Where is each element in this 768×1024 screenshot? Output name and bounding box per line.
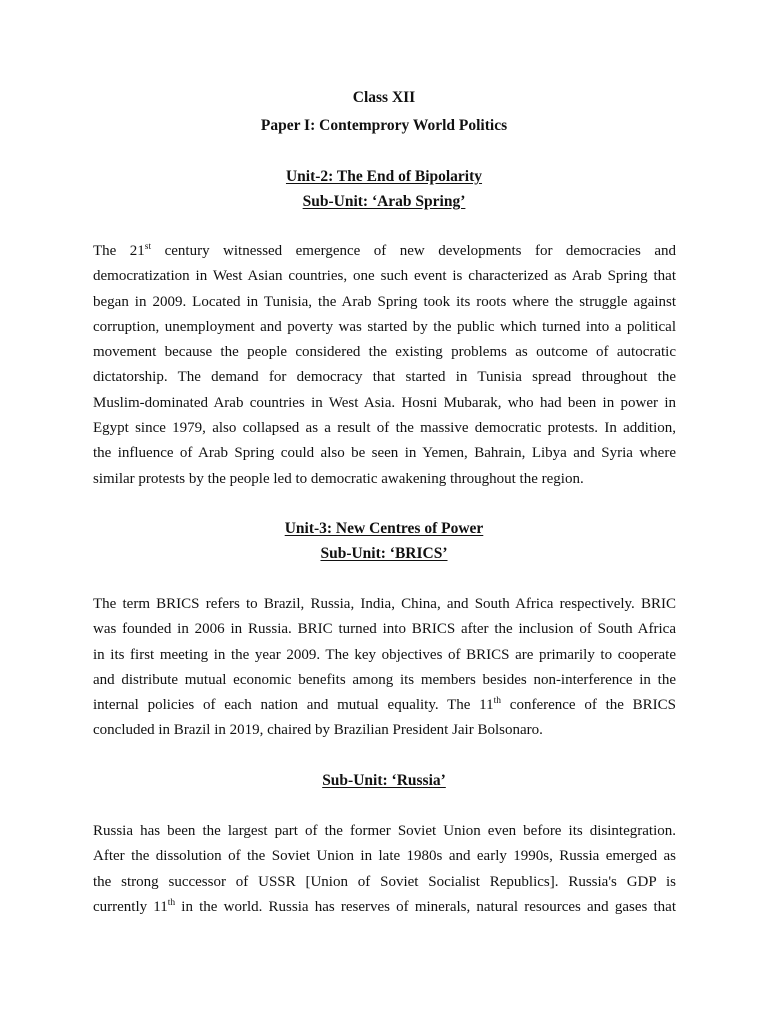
unit-2-heading: Unit-2: The End of Bipolarity — [285, 168, 483, 185]
paragraph-line — [93, 819, 676, 844]
ordinal-superscript: th — [493, 696, 502, 707]
subunit-brics-heading: Sub-Unit: ‘BRICS’ — [320, 545, 448, 562]
line-text: The 21 — [93, 243, 145, 259]
subunit-russia-heading: Sub-Unit: ‘Russia’ — [322, 772, 446, 789]
paragraph-line — [93, 239, 676, 264]
line-text: Russia has been the largest part of the former Soviet Union even before its disintegration. — [93, 823, 676, 839]
paragraph-line — [93, 391, 676, 416]
paragraph-line — [93, 617, 676, 642]
ordinal-superscript: st — [144, 242, 152, 252]
line-text: in its first meeting in the year 2009. The key objectives of BRICS are primarily to cooperate — [93, 646, 676, 663]
line-text: and distribute mutual economic benefits among its members besides non-interference in the — [93, 671, 676, 688]
line-text: After the dissolution of the Soviet Union in late 1980s and early 1990s, Russia emerged as — [93, 848, 676, 865]
paragraph-line — [93, 290, 676, 315]
paragraph-line — [93, 416, 676, 441]
paragraph-line — [93, 264, 676, 289]
subunit-arab-spring-heading: Sub-Unit: ‘Arab Spring’ — [302, 193, 466, 210]
line-text: century witnessed emergence of new developments for democracies and — [151, 243, 676, 259]
paragraph-line — [93, 365, 676, 390]
subunit-heading-wrapper — [0, 771, 768, 791]
paragraph-line — [93, 668, 676, 693]
line-text: Muslim-dominated Arab countries in West Asia. Hosni Mubarak, who had been in power in — [93, 394, 676, 411]
unit-heading-wrapper — [0, 519, 768, 539]
line-text: movement because the people considered the existing problems as outcome of autocratic — [93, 344, 676, 361]
paragraph-line — [93, 844, 676, 869]
line-text: was founded in 2006 in Russia. BRIC turned into BRICS after the inclusion of South Africa — [93, 621, 676, 638]
paragraph-line — [93, 441, 676, 466]
unit-3-heading: Unit-3: New Centres of Power — [284, 520, 484, 537]
paragraph-line — [93, 718, 676, 743]
subunit-heading-wrapper — [0, 192, 768, 212]
line-text: similar protests by the people led to democratic awakening throughout the region. — [93, 470, 584, 487]
subunit-heading-wrapper — [0, 544, 768, 564]
line-text: internal policies of each nation and mutual equality. The 11 — [93, 697, 494, 714]
paragraph-line — [93, 467, 676, 492]
line-text: began in 2009. Located in Tunisia, the Arab Spring took its roots where the struggle against — [93, 293, 676, 310]
paragraph-line — [93, 315, 676, 340]
paragraph-line — [93, 693, 676, 718]
line-text: the influence of Arab Spring could also be seen in Yemen, Bahrain, Libya and Syria where — [93, 445, 676, 462]
paragraph-line — [93, 592, 676, 617]
paragraph-line — [93, 340, 676, 365]
brics-paragraph — [93, 592, 676, 744]
paper-title: Paper I: Contemprory World Politics — [260, 117, 508, 134]
class-title: Class XII — [352, 89, 416, 106]
line-text: democratization in West Asian countries, one such event is characterized as Arab Spring that — [93, 268, 676, 285]
paragraph-line — [93, 895, 676, 920]
line-text: dictatorship. The demand for democracy that started in Tunisia spread throughout the — [93, 369, 676, 386]
paragraph-line — [93, 870, 676, 895]
line-text: currently 11 — [93, 898, 168, 915]
line-text: The term BRICS refers to Brazil, Russia, India, China, and South Africa respectively. BRIC — [93, 596, 676, 612]
paragraph-line — [93, 643, 676, 668]
line-text: concluded in Brazil in 2019, chaired by Brazilian President Jair Bolsonaro. — [93, 722, 543, 739]
line-text: Egypt since 1979, also collapsed as a result of the massive democratic protests. In addition, — [93, 420, 676, 437]
ordinal-superscript: th — [167, 897, 176, 908]
line-text: the strong successor of USSR [Union of Soviet Socialist Republics]. Russia's GDP is — [93, 873, 676, 890]
arab-spring-paragraph — [93, 239, 676, 492]
unit-heading-wrapper — [0, 167, 768, 187]
line-text: corruption, unemployment and poverty was started by the public which turned into a political — [93, 318, 676, 335]
line-text: conference of the BRICS — [501, 697, 677, 714]
russia-paragraph — [93, 819, 676, 920]
line-text: in the world. Russia has reserves of minerals, natural resources and gases that — [175, 898, 676, 915]
